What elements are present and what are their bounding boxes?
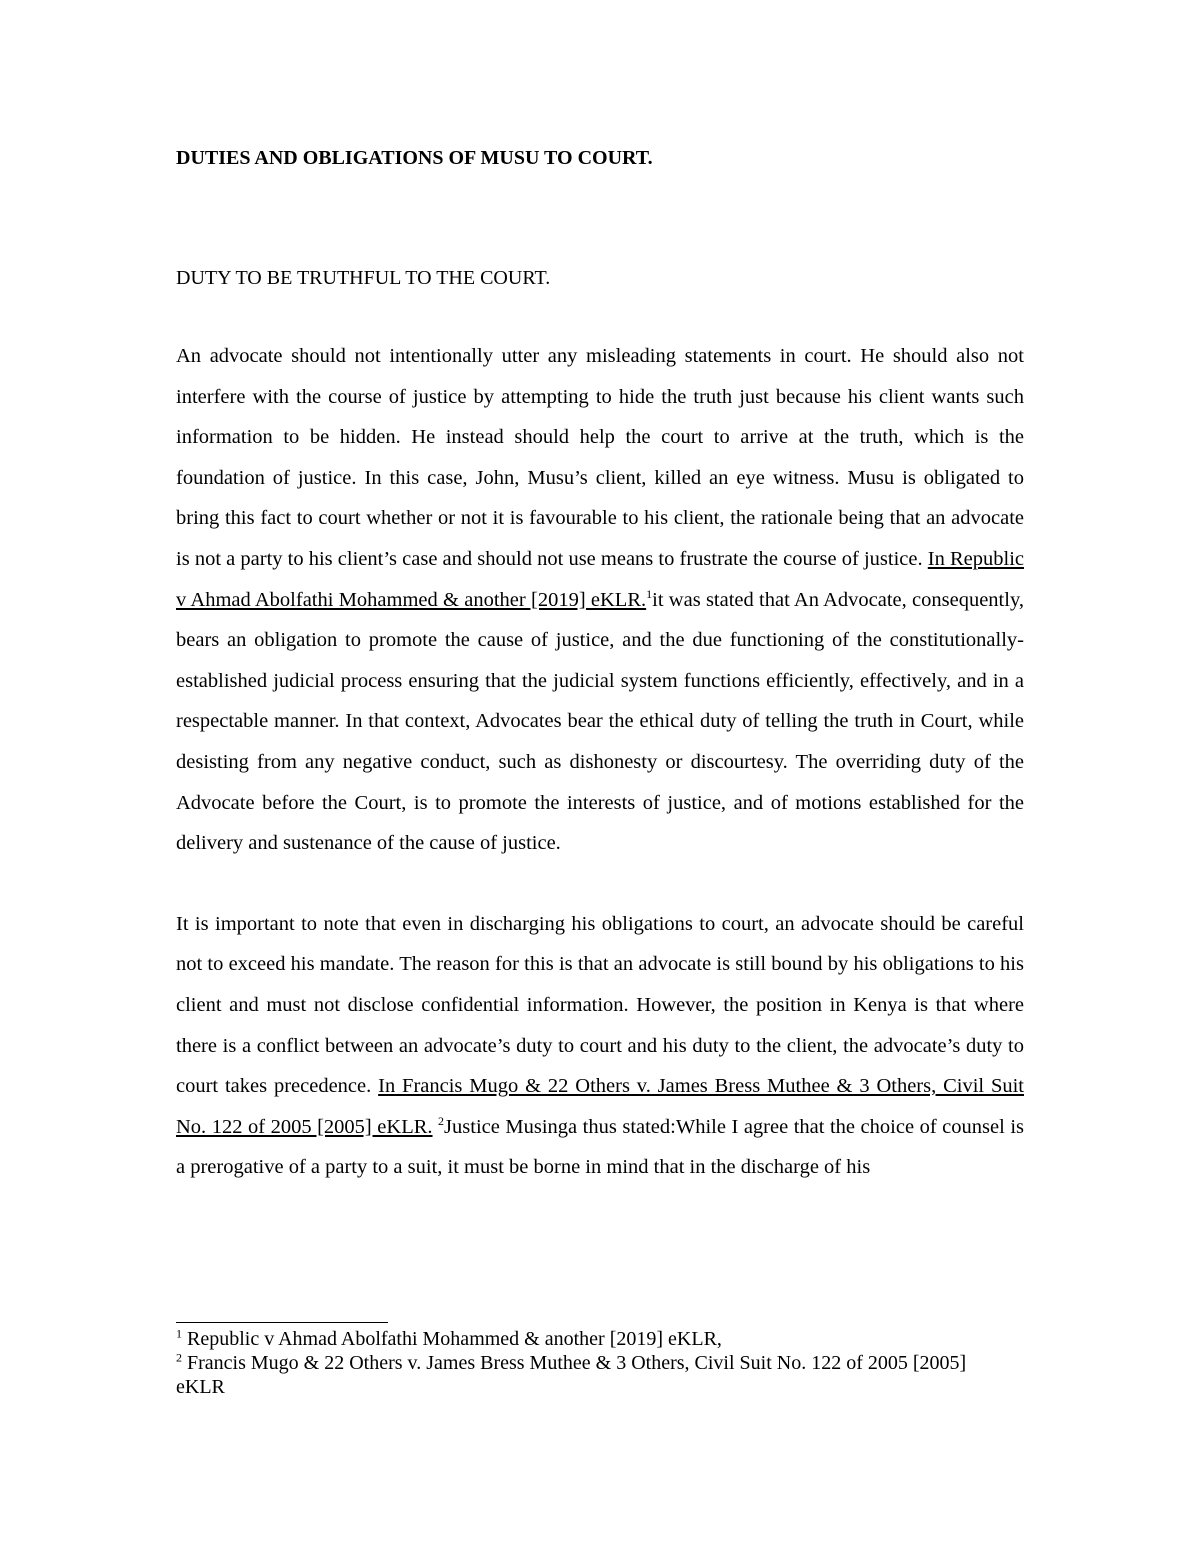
footnotes — [176, 1327, 1006, 1399]
paragraph-text: it was stated that An Advocate, consequently, bears an obligation to promote the cause of justice, and the due functioning of the constitutionally-established judicial process ensuring that the judicial system functions efficiently, effectively, and in a respectable manner. In that context, Advocates bear the ethical duty of telling the truth in Court, while desisting from any negative conduct, such as dishonesty or discourtesy. The overriding duty of the Advocate before the Court, is to promote the interests of justice, and of motions established for the delivery and sustenance of the cause of justice. — [176, 588, 1024, 855]
footnote-reference: 2 — [438, 1113, 445, 1128]
footnote-separator — [176, 1322, 388, 1323]
document-body — [176, 138, 1024, 1188]
footnote-1 — [176, 1327, 1006, 1351]
footnote-reference: 1 — [646, 586, 653, 601]
section-heading: DUTY TO BE TRUTHFUL TO THE COURT. — [176, 267, 551, 289]
footnote-mark: 2 — [176, 1350, 182, 1365]
footnote-2 — [176, 1351, 1006, 1399]
paragraph-text: An advocate should not intentionally utter any misleading statements in court. He should also not interfere with the course of justice by attempting to hide the truth just because his client wants such information to be hidden. He instead should help the court to arrive at the truth, which is the foundation of justice. In this case, John, Musu’s client, killed an eye witness. Musu is obligated to bring this fact to court whether or not it is favourable to his client, the rationale being that an advocate is not a party to his client’s case and should not use means to frustrate the course of justice. — [176, 345, 1024, 570]
paragraph-text: Justice Musinga thus stated:While I agree that the choice of counsel is a prerogative of a party to a suit, it must be borne in mind that in the discharge of his — [176, 1115, 1024, 1179]
paragraph-duty-truthful — [176, 336, 1024, 864]
footnote-text: Republic v Ahmad Abolfathi Mohammed & another [2019] eKLR, — [187, 1328, 722, 1350]
case-reference-link: In Republic v Ahmad Abolfathi Mohammed & another [2019] eKLR. — [176, 547, 1024, 611]
case-reference-link: In Francis Mugo & 22 Others v. James Bress Muthee & 3 Others, Civil Suit No. 122 of 2005 [2005] eKLR. — [176, 1075, 1024, 1138]
document-title: DUTIES AND OBLIGATIONS OF MUSU TO COURT. — [176, 147, 653, 169]
paragraph-mandate — [176, 904, 1024, 1188]
footnote-text: Francis Mugo & 22 Others v. James Bress Muthee & 3 Others, Civil Suit No. 122 of 2005 [2005] eKLR — [176, 1352, 967, 1398]
paragraph-text: It is important to note that even in discharging his obligations to court, an advocate should be careful not to exceed his mandate. The reason for this is that an advocate is still bound by his obligations to his client and must not disclose confidential information. However, the position in Kenya is that where there is a conflict between an advocate’s duty to court and his duty to the client, the advocate’s duty to court takes precedence. — [176, 912, 1024, 1098]
footnote-mark: 1 — [176, 1326, 182, 1341]
